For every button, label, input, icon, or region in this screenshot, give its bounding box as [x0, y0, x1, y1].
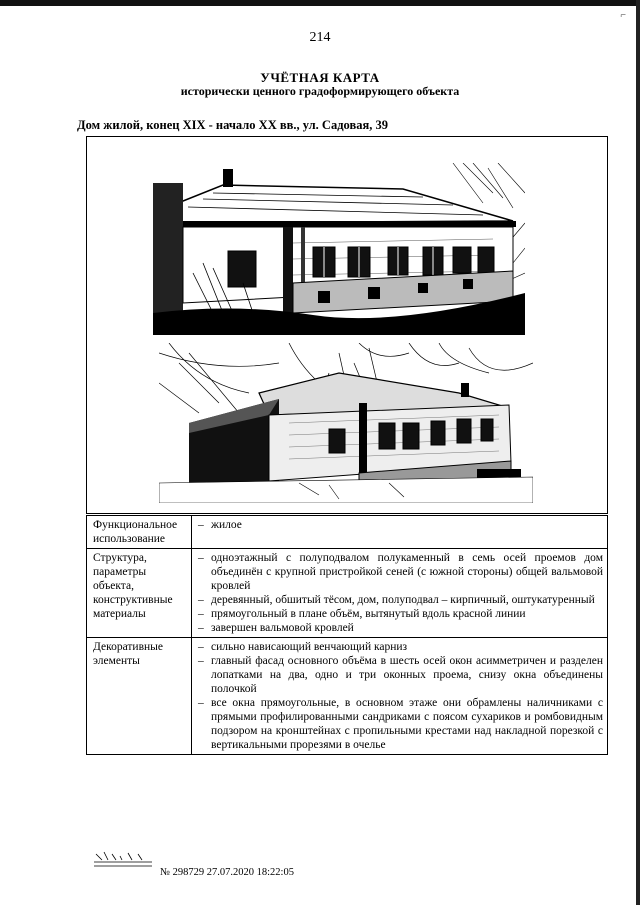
row-label: Структура, параметры объекта, конструктивные материалы [87, 549, 192, 638]
properties-table [86, 515, 608, 755]
page-number: 214 [309, 30, 331, 45]
list-item: – главный фасад основного объёма в шесть осей окон асимметричен и разделен лопатками на два, одно и три оконных проема, снизу окна объединены полочкой [197, 654, 603, 696]
list-item: – все окна прямоугольные, в основном этаже они обрамлены наличниками с прямыми профилированными сандриками с поясом сухариков и ромбовидным подзором на кронштейнах с пропильными крестами над накладной порезкой с вертикальными прорезями в очелье [197, 696, 603, 752]
row-value [192, 638, 608, 755]
row-label: Декоративные элементы [87, 638, 192, 755]
house-photo-front [153, 163, 525, 335]
page-title: УЧЁТНАЯ КАРТА [260, 70, 380, 85]
list-item: – завершен вальмовой кровлей [197, 621, 603, 635]
list-item: – деревянный, обшитый тёсом, дом, полуподвал – кирпичный, оштукатуренный [197, 593, 603, 607]
list-item: – одноэтажный с полуподвалом полукаменный в семь осей проемов дом объединён с крупной пристройкой сеней (с южной стороны) общей вальмовой кровлей [197, 551, 603, 593]
scan-edge-right [636, 0, 640, 905]
scan-mark-icon: ⌐ [620, 10, 626, 21]
list-item: – сильно нависающий венчающий карниз [197, 640, 603, 654]
document-reference: № 298729 27.07.2020 18:22:05 [160, 867, 294, 878]
bank-stamp-icon [92, 850, 154, 870]
row-value [192, 516, 608, 549]
table-row [87, 516, 608, 549]
list-item: – прямоугольный в плане объём, вытянутый вдоль красной линии [197, 607, 603, 621]
scan-edge-top [0, 0, 640, 6]
row-label: Функциональное использование [87, 516, 192, 549]
table-row [87, 638, 608, 755]
photo-frame [86, 136, 608, 514]
house-photo-corner [159, 343, 533, 503]
list-item: – жилое [197, 518, 603, 532]
table-row [87, 549, 608, 638]
object-heading: Дом жилой, конец XIX - начало XX вв., ул. Садовая, 39 [77, 118, 388, 132]
page-subtitle: исторически ценного градоформирующего объекта [180, 84, 460, 98]
row-value [192, 549, 608, 638]
